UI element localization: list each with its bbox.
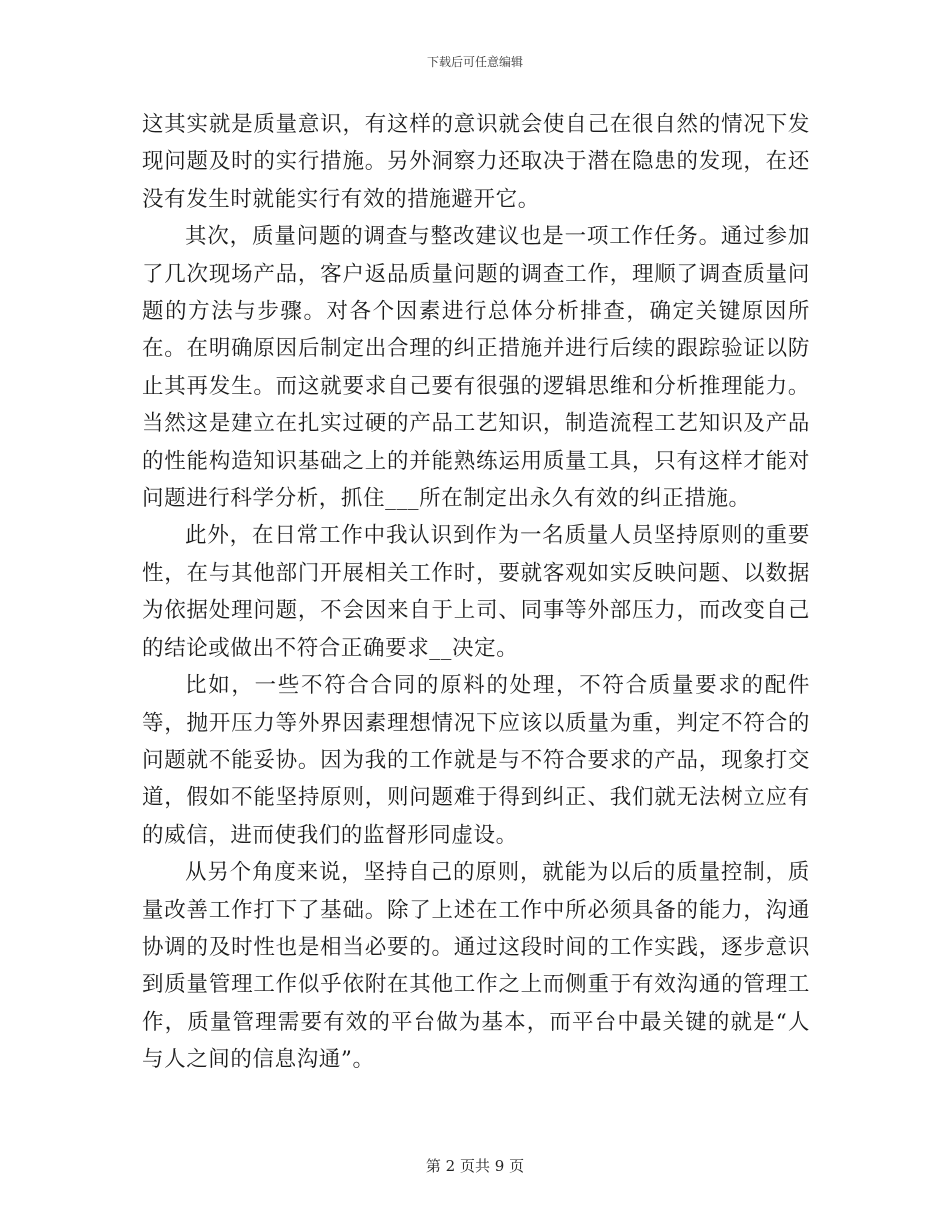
paragraph-5: 从另个角度来说，坚持自己的原则，就能为以后的质量控制，质量改善工作打下了基础。除了上述在工作中所必须具备的能力，沟通协调的及时性也是相当必要的。通过这段时间的工作实践，逐步意识到质量管理工作似乎依附在其他工作之上而侧重于有效沟通的管理工作，质量管理需要有效的平台做为基本，而平台中最关键的就是“人与人之间的信息沟通”。 <box>142 860 810 1073</box>
paragraph-1: 这其实就是质量意识，有这样的意识就会使自己在很自然的情况下发现问题及时的实行措施。另外洞察力还取决于潜在隐患的发现，在还没有发生时就能实行有效的措施避开它。 <box>142 112 810 212</box>
page-header-note: 下载后可任意编辑 <box>426 55 523 69</box>
paragraph-3: 此外，在日常工作中我认识到作为一名质量人员坚持原则的重要性，在与其他部门开展相关工作时，要就客观如实反映问题、以数据为依据处理问题，不会因来自于上司、同事等外部压力，而改变自己的结论或做出不符合正确要求__决定。 <box>142 523 810 661</box>
document-body <box>142 106 810 1079</box>
paragraph-2: 其次，质量问题的调查与整改建议也是一项工作任务。通过参加了几次现场产品，客户返品质量问题的调查工作，理顺了调查质量问题的方法与步骤。对各个因素进行总体分析排查，确定关键原因所在。在明确原因后制定出合理的纠正措施并进行后续的跟踪验证以防止其再发生。而这就要求自己要有很强的逻辑思维和分析推理能力。当然这是建立在扎实过硬的产品工艺知识，制造流程工艺知识及产品的性能构造知识基础之上的并能熟练运用质量工具，只有这样才能对问题进行科学分析，抓住___所在制定出永久有效的纠正措施。 <box>142 224 810 512</box>
page-number: 第 2 页共 9 页 <box>425 1157 525 1175</box>
paragraph-4: 比如，一些不符合合同的原料的处理，不符合质量要求的配件等，抛开压力等外界因素理想情况下应该以质量为重，判定不符合的问题就不能妥协。因为我的工作就是与不符合要求的产品，现象打交道，假如不能坚持原则，则问题难于得到纠正、我们就无法树立应有的威信，进而使我们的监督形同虚设。 <box>142 673 810 848</box>
